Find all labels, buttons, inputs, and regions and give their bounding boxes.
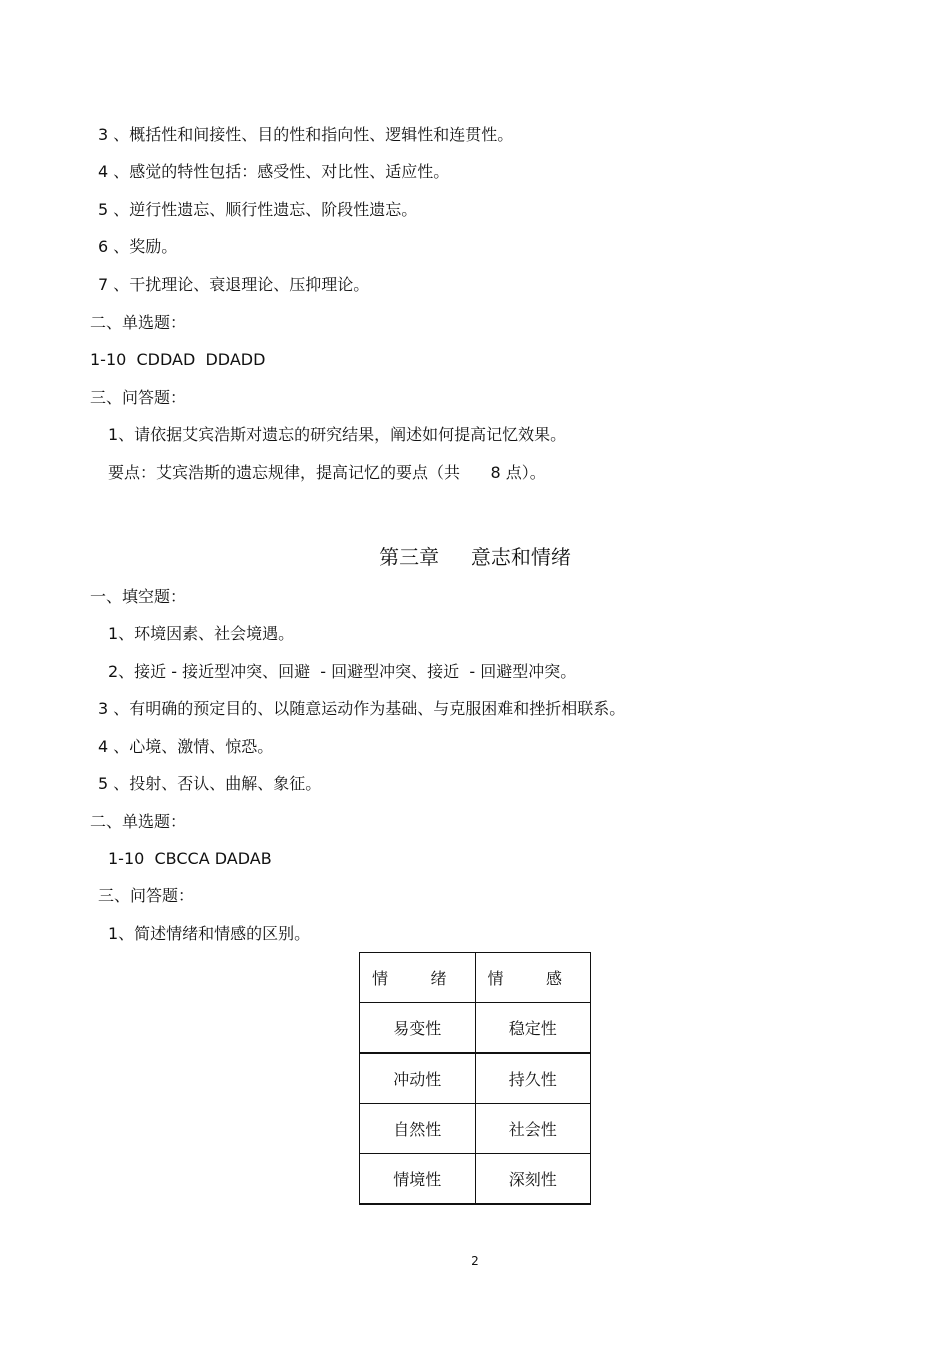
fill-item-7: 7 、干扰理论、衰退理论、压抑理论。	[98, 275, 370, 294]
qa-heading: 三、问答题：	[90, 388, 187, 407]
fill-item-4: 4 、感觉的特性包括：感受性、对比性、适应性。	[98, 162, 450, 181]
fill-heading: 一、填空题：	[90, 587, 187, 606]
emotion-feeling-table	[359, 952, 591, 1205]
ch3-fill-item-1: 1、环境因素、社会境遇。	[108, 624, 295, 643]
fill-item-3: 3 、概括性和间接性、目的性和指向性、逻辑性和连贯性。	[98, 125, 514, 144]
table-cell: 冲动性	[360, 1053, 476, 1104]
header-feeling-char1: 情	[487, 969, 504, 988]
table-cell: 社会性	[475, 1104, 591, 1154]
ch3-fill-item-4: 4 、心境、激情、惊恐。	[98, 737, 274, 756]
qa-question: 1、请依据艾宾浩斯对遗忘的研究结果，阐述如何提高记忆效果。	[108, 425, 567, 444]
table-cell: 易变性	[360, 1003, 476, 1054]
header-feeling-char2: 感	[545, 969, 562, 988]
single-choice-answers: 1-10 CDDAD DDADD	[90, 350, 266, 369]
header-feeling	[475, 953, 591, 1003]
qa-answer: 要点：艾宾浩斯的遗忘规律，提高记忆的要点（共 8 点）。	[108, 463, 546, 482]
chapter-title: 第三章 意志和情绪	[379, 545, 571, 569]
table-cell: 自然性	[360, 1104, 476, 1154]
table-row	[360, 1154, 591, 1205]
header-emotion	[360, 953, 476, 1003]
ch3-qa-heading: 三、问答题：	[98, 886, 195, 905]
table-cell: 稳定性	[475, 1003, 591, 1054]
ch3-single-choice-answers: 1-10 CBCCA DADAB	[108, 849, 272, 868]
fill-item-5: 5 、逆行性遗忘、顺行性遗忘、阶段性遗忘。	[98, 200, 418, 219]
header-emotion-char1: 情	[372, 969, 389, 988]
header-emotion-char2: 绪	[430, 969, 447, 988]
ch3-single-choice-heading: 二、单选题：	[90, 812, 187, 831]
single-choice-heading: 二、单选题：	[90, 313, 187, 332]
table-cell: 情境性	[360, 1154, 476, 1205]
fill-item-6: 6 、奖励。	[98, 237, 178, 256]
ch3-qa-question: 1、简述情绪和情感的区别。	[108, 924, 311, 943]
table-cell: 深刻性	[475, 1154, 591, 1205]
table-cell: 持久性	[475, 1053, 591, 1104]
table-row	[360, 1053, 591, 1104]
table-header-row	[360, 953, 591, 1003]
page-number: 2	[471, 1254, 479, 1268]
table-row	[360, 1104, 591, 1154]
ch3-fill-item-2: 2、接近 - 接近型冲突、回避 - 回避型冲突、接近 - 回避型冲突。	[108, 662, 577, 681]
ch3-fill-item-3: 3 、有明确的预定目的、以随意运动作为基础、与克服困难和挫折相联系。	[98, 699, 626, 718]
table-row	[360, 1003, 591, 1054]
ch3-fill-item-5: 5 、投射、否认、曲解、象征。	[98, 774, 322, 793]
